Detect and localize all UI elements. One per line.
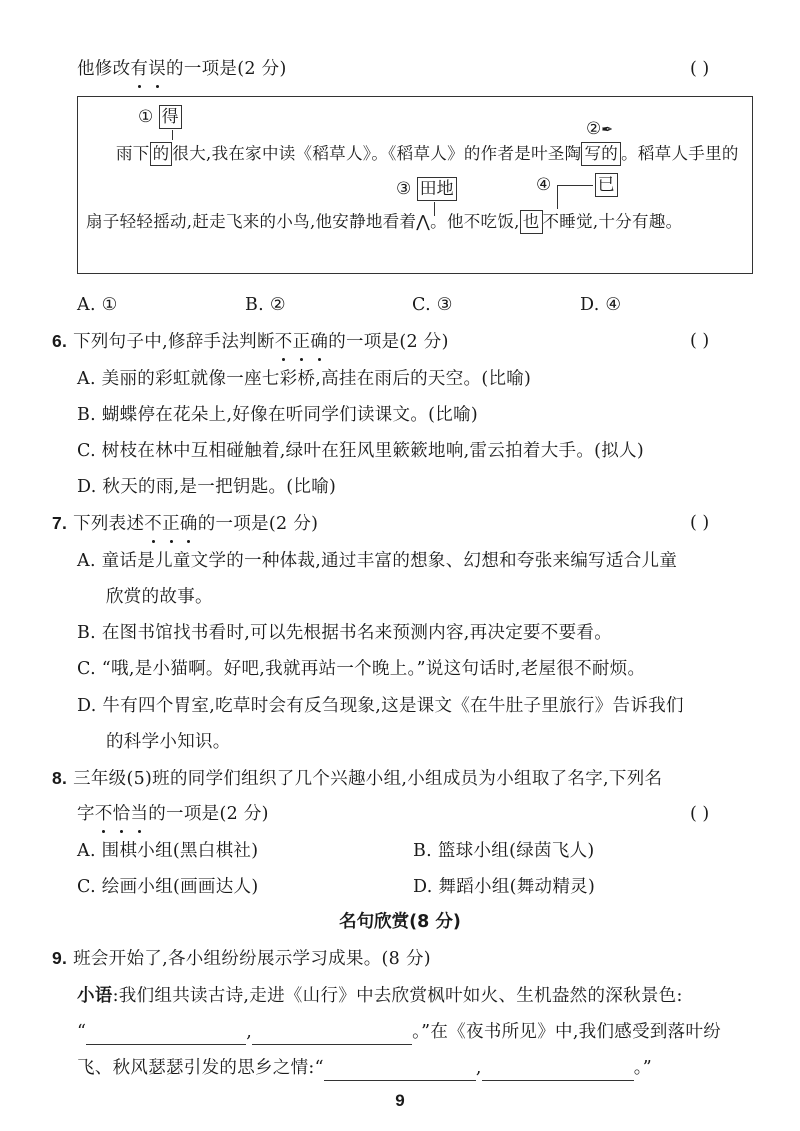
mark4-connector-v [557,185,558,209]
q7-option-c[interactable]: C. “哦,是小猫啊。好吧,我就再站一个晚上。”说这句话时,老屋很不耐烦。 [77,659,646,679]
q9-text: :我们组共读古诗,走进《山行》中去欣赏枫叶如火、生机盎然的深秋景色: [112,986,683,1006]
q7-stem-text: 的一项是(2 分) [197,514,319,534]
q9-text: , [475,1058,482,1078]
passage-line-2 [86,209,682,235]
q6-option-b[interactable]: B. 蝴蝶停在花朵上,好像在听同学们读课文。(比喻) [77,405,479,425]
q5-stem-text: 的一项是(2 分) [166,59,287,79]
q5-answer-paren[interactable]: ( ) [690,59,710,79]
q6-number: 6. [52,331,68,351]
section-title: 名句欣赏(8 分) [339,912,461,932]
poem-blank-1[interactable] [86,1026,246,1045]
emphasis-char: 当 [130,801,148,827]
mark3-annotation [396,177,457,201]
emphasis-char: 确 [180,511,198,537]
emphasis-char: 有 [130,56,148,82]
q9-line3 [77,1055,652,1081]
q7-number: 7. [52,513,68,533]
passage-text: 不睡觉,十分有趣。 [542,212,683,231]
mark4-connector-h [557,185,593,186]
poem-blank-4[interactable] [482,1062,634,1081]
passage-text: 很大,我在家中读《稻草人》。《稻草人》的作者是叶圣陶 [172,144,582,163]
mark4-number: ④ [536,175,552,195]
q9-stem [52,945,431,972]
q6-option-c[interactable]: C. 树枝在林中互相碰触着,绿叶在狂风里簌簌地响,雷云拍着大手。(拟人) [77,441,644,461]
emphasis-char: 误 [148,56,166,82]
passage-text: 雨下 [116,144,150,163]
emphasis-char: 确 [310,329,328,355]
mark2-annotation [586,117,613,142]
q5-passage-box [77,96,753,274]
emphasis-char: 正 [162,511,180,537]
q5-stem [77,56,287,82]
page-number: 9 [395,1091,405,1110]
emphasis-char: 不 [95,801,113,827]
q9-text: 。” [633,1058,653,1078]
q9-text: 飞、秋风瑟瑟引发的思乡之情:“ [77,1058,324,1078]
mark1-target: 的 [150,142,173,166]
passage-line-1 [116,141,739,167]
q9-line1 [77,983,683,1009]
q7-option-a[interactable]: A. 童话是儿童文学的一种体裁,通过丰富的想象、幻想和夸张来编写适合儿童 [77,551,678,571]
q9-text: , [246,1022,253,1042]
insert-caret-icon: ⋀ [416,212,431,231]
q6-stem [52,328,449,355]
mark1-connector [172,130,173,140]
q5-option-c[interactable]: C. ③ [412,295,453,315]
mark2-number: ② [586,119,602,139]
emphasis-char: 正 [293,329,311,355]
q8-option-a[interactable]: A. 围棋小组(黑白棋社) [77,841,259,861]
mark4-correction: 已 [595,173,618,197]
q5-stem-text: 他修改 [77,59,131,79]
q8-option-b[interactable]: B. 篮球小组(绿茵飞人) [413,841,595,861]
emphasis-char: 恰 [113,801,131,827]
q6-stem-text: 下列句子中,修辞手法判断 [73,332,275,352]
q6-option-a[interactable]: A. 美丽的彩虹就像一座七彩桥,高挂在雨后的天空。(比喻) [77,369,532,389]
q9-stem-text: 班会开始了,各小组纷纷展示学习成果。(8 分) [73,949,431,969]
mark1-correction: 得 [159,105,182,129]
emphasis-char: 不 [144,511,162,537]
q9-line2 [77,1019,721,1045]
mark1-annotation [138,105,182,129]
q7-option-d-cont: 的科学小知识。 [106,732,231,752]
mark4-target: 也 [520,210,543,234]
passage-text: 。稻草人手里的 [621,144,739,163]
q6-answer-paren[interactable]: ( ) [690,331,710,351]
q8-option-c[interactable]: C. 绘画小组(画画达人) [77,877,259,897]
q9-text: 。”在《夜书所见》中,我们感受到落叶纷 [412,1022,722,1042]
q8-stem-text: 字 [77,804,95,824]
passage-text: 。他不吃饭, [430,212,520,231]
q7-stem [52,510,318,537]
emphasis-char: 不 [275,329,293,355]
mark3-number: ③ [396,179,412,199]
q9-text: “ [77,1022,87,1042]
q8-stem-line2 [77,801,269,827]
q9-number: 9. [52,948,68,968]
poem-blank-2[interactable] [252,1026,412,1045]
q8-stem-text: 三年级(5)班的同学们组织了几个兴趣小组,小组成员为小组取了名字,下列名 [73,769,663,789]
q8-number: 8. [52,768,68,788]
q8-stem-line1 [52,765,662,792]
q5-option-a[interactable]: A. ① [77,295,118,315]
mark3-insertion: 田地 [417,177,457,201]
mark1-number: ① [138,107,154,127]
passage-text: 扇子轻轻摇动,赶走飞来的小鸟,他安静地看着 [86,212,417,231]
mark2-target: 写的 [581,142,621,166]
q7-option-a-cont: 欣赏的故事。 [106,587,213,607]
q8-option-d[interactable]: D. 舞蹈小组(舞动精灵) [413,877,596,897]
speaker-name: 小语 [77,986,113,1006]
q5-option-d[interactable]: D. ④ [580,295,622,315]
q5-option-b[interactable]: B. ② [245,295,286,315]
q7-stem-text: 下列表述 [73,514,145,534]
q7-option-d[interactable]: D. 牛有四个胃室,吃草时会有反刍现象,这是课文《在牛肚子里旅行》告诉我们 [77,696,684,716]
q8-answer-paren[interactable]: ( ) [690,804,710,824]
q6-stem-text: 的一项是(2 分) [328,332,449,352]
q7-answer-paren[interactable]: ( ) [690,513,710,533]
quill-icon: ✒ [601,122,613,138]
q6-option-d[interactable]: D. 秋天的雨,是一把钥匙。(比喻) [77,477,337,497]
q7-option-b[interactable]: B. 在图书馆找书看时,可以先根据书名来预测内容,再决定要不要看。 [77,623,613,643]
poem-blank-3[interactable] [324,1062,476,1081]
q8-stem-text: 的一项是(2 分) [148,804,269,824]
